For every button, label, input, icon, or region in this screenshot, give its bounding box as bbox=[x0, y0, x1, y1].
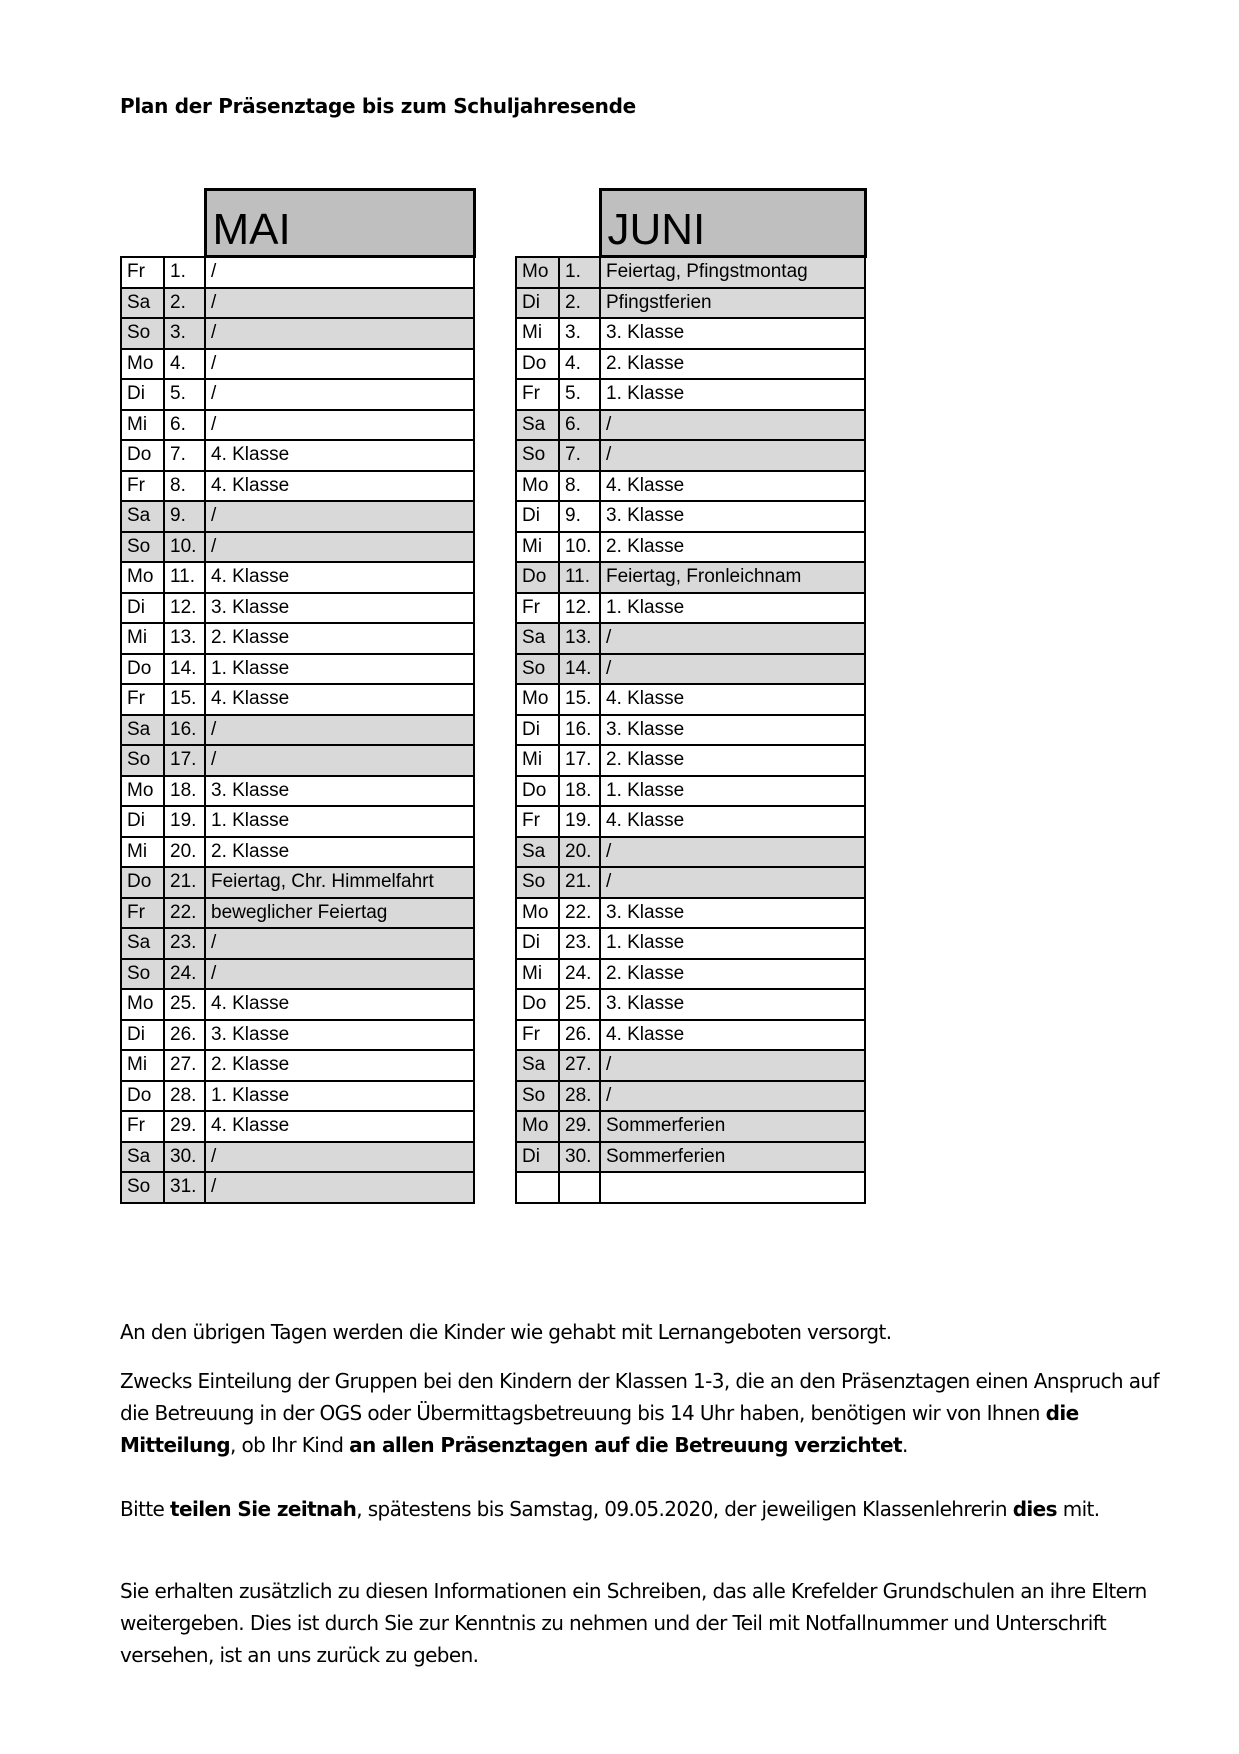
paragraph-schreiben: Sie erhalten zusätzlich zu diesen Informationen ein Schreiben, das alle Krefelder Grundschulen an ihre Eltern weitergeben. Dies ist durch Sie zur Kenntnis zu nehmen und der Teil mit Notfallnummer und Unterschrift versehen, ist an uns zurück zu geben. bbox=[120, 1579, 1147, 1667]
day-row bbox=[121, 715, 474, 746]
day-number: 17. bbox=[164, 745, 205, 776]
weekday: Fr bbox=[121, 1111, 164, 1142]
day-assignment: 4. Klasse bbox=[600, 471, 865, 502]
day-number: 26. bbox=[559, 1020, 600, 1051]
text: Zwecks Einteilung der Gruppen bei den Kindern der Klassen 1-3, die an den Präsenztagen einen Anspruch auf die Betreuung in der OGS oder Übermittagsbetreuung bis 14 Uhr haben, benötigen wir von Ihnen bbox=[120, 1369, 1159, 1425]
day-row bbox=[516, 257, 865, 288]
day-assignment: / bbox=[205, 928, 474, 959]
weekday: Di bbox=[516, 928, 559, 959]
weekday: Mo bbox=[121, 776, 164, 807]
weekday: Mo bbox=[516, 1111, 559, 1142]
day-row bbox=[121, 745, 474, 776]
weekday: Di bbox=[516, 715, 559, 746]
day-number: 22. bbox=[559, 898, 600, 929]
day-number: 5. bbox=[164, 379, 205, 410]
day-assignment: 1. Klasse bbox=[600, 593, 865, 624]
day-assignment: Feiertag, Chr. Himmelfahrt bbox=[205, 867, 474, 898]
weekday: Mo bbox=[516, 471, 559, 502]
weekday: So bbox=[516, 440, 559, 471]
day-number: 9. bbox=[559, 501, 600, 532]
day-row bbox=[121, 379, 474, 410]
weekday: Di bbox=[121, 806, 164, 837]
day-row bbox=[121, 654, 474, 685]
day-assignment: 1. Klasse bbox=[205, 654, 474, 685]
weekday: Sa bbox=[516, 837, 559, 868]
text: . bbox=[901, 1433, 908, 1457]
day-row bbox=[516, 501, 865, 532]
day-number: 21. bbox=[164, 867, 205, 898]
day-assignment: beweglicher Feiertag bbox=[205, 898, 474, 929]
weekday: Di bbox=[121, 379, 164, 410]
day-assignment: / bbox=[205, 501, 474, 532]
day-assignment: 3. Klasse bbox=[600, 898, 865, 929]
day-number: 15. bbox=[559, 684, 600, 715]
day-row bbox=[121, 1142, 474, 1173]
day-assignment: / bbox=[600, 410, 865, 441]
day-row bbox=[121, 471, 474, 502]
day-number: 18. bbox=[559, 776, 600, 807]
text: , spätestens bis Samstag, 09.05.2020, der jeweiligen Klassenlehrerin bbox=[356, 1497, 1013, 1521]
day-row bbox=[516, 1081, 865, 1112]
day-row bbox=[516, 806, 865, 837]
day-row bbox=[516, 989, 865, 1020]
day-number: 27. bbox=[559, 1050, 600, 1081]
weekday: So bbox=[121, 1172, 164, 1203]
day-row bbox=[516, 654, 865, 685]
day-assignment: 4. Klasse bbox=[205, 684, 474, 715]
day-assignment: 3. Klasse bbox=[600, 501, 865, 532]
weekday: Di bbox=[516, 1142, 559, 1173]
day-assignment: 4. Klasse bbox=[600, 684, 865, 715]
day-number: 7. bbox=[559, 440, 600, 471]
paragraph-lernangebote: An den übrigen Tagen werden die Kinder wie gehabt mit Lernangeboten versorgt. bbox=[120, 1320, 892, 1344]
weekday: Mi bbox=[516, 318, 559, 349]
weekday: Mo bbox=[121, 562, 164, 593]
day-assignment bbox=[600, 1172, 865, 1203]
day-number: 14. bbox=[559, 654, 600, 685]
day-assignment: / bbox=[205, 1142, 474, 1173]
day-row bbox=[121, 623, 474, 654]
weekday: Mi bbox=[121, 623, 164, 654]
weekday: Mo bbox=[516, 684, 559, 715]
weekday: Fr bbox=[516, 379, 559, 410]
day-number: 1. bbox=[559, 257, 600, 288]
day-assignment: 3. Klasse bbox=[205, 776, 474, 807]
weekday: Do bbox=[516, 989, 559, 1020]
weekday: Do bbox=[121, 867, 164, 898]
day-assignment: / bbox=[600, 623, 865, 654]
day-number: 20. bbox=[559, 837, 600, 868]
day-row bbox=[516, 471, 865, 502]
day-row bbox=[121, 806, 474, 837]
day-assignment: 1. Klasse bbox=[600, 776, 865, 807]
month-header-row bbox=[516, 190, 865, 257]
day-assignment: 4. Klasse bbox=[205, 440, 474, 471]
day-number: 11. bbox=[164, 562, 205, 593]
weekday: Fr bbox=[121, 257, 164, 288]
day-number: 10. bbox=[164, 532, 205, 563]
day-assignment: / bbox=[205, 1172, 474, 1203]
day-number: 12. bbox=[164, 593, 205, 624]
day-row bbox=[516, 745, 865, 776]
day-assignment: 2. Klasse bbox=[205, 837, 474, 868]
weekday: Fr bbox=[516, 1020, 559, 1051]
day-assignment: / bbox=[600, 440, 865, 471]
day-row bbox=[516, 379, 865, 410]
day-row bbox=[121, 501, 474, 532]
day-row bbox=[121, 1020, 474, 1051]
day-number: 15. bbox=[164, 684, 205, 715]
day-assignment: Pfingstferien bbox=[600, 288, 865, 319]
day-row bbox=[516, 928, 865, 959]
blank-cell bbox=[516, 190, 600, 257]
weekday: Sa bbox=[121, 1142, 164, 1173]
day-assignment: / bbox=[600, 654, 865, 685]
day-number: 10. bbox=[559, 532, 600, 563]
day-row bbox=[121, 349, 474, 380]
calendar-juni bbox=[515, 188, 867, 1204]
day-number: 6. bbox=[164, 410, 205, 441]
day-row bbox=[516, 1111, 865, 1142]
day-number: 8. bbox=[559, 471, 600, 502]
weekday: So bbox=[516, 1081, 559, 1112]
month-title: JUNI bbox=[600, 190, 865, 257]
day-row bbox=[516, 593, 865, 624]
day-number: 28. bbox=[559, 1081, 600, 1112]
day-assignment: 1. Klasse bbox=[205, 806, 474, 837]
text: Bitte bbox=[120, 1497, 171, 1521]
day-assignment: 1. Klasse bbox=[600, 379, 865, 410]
day-number: 8. bbox=[164, 471, 205, 502]
day-assignment: / bbox=[205, 532, 474, 563]
paragraph-einteilung bbox=[120, 1365, 1160, 1461]
weekday: Do bbox=[121, 440, 164, 471]
day-assignment: 2. Klasse bbox=[600, 532, 865, 563]
bold-text: teilen Sie zeitnah bbox=[170, 1497, 357, 1521]
day-number: 14. bbox=[164, 654, 205, 685]
day-row bbox=[516, 684, 865, 715]
day-row bbox=[121, 318, 474, 349]
day-number: 19. bbox=[559, 806, 600, 837]
day-row bbox=[121, 867, 474, 898]
day-number: 6. bbox=[559, 410, 600, 441]
day-assignment: 3. Klasse bbox=[600, 989, 865, 1020]
day-row bbox=[516, 776, 865, 807]
day-number: 25. bbox=[559, 989, 600, 1020]
day-assignment: 3. Klasse bbox=[205, 593, 474, 624]
weekday: Sa bbox=[121, 928, 164, 959]
day-assignment: 3. Klasse bbox=[600, 715, 865, 746]
day-assignment: 3. Klasse bbox=[205, 1020, 474, 1051]
day-assignment: 2. Klasse bbox=[205, 623, 474, 654]
blank-cell bbox=[121, 190, 205, 257]
weekday: Sa bbox=[516, 1050, 559, 1081]
day-row bbox=[516, 410, 865, 441]
day-row bbox=[516, 349, 865, 380]
day-row bbox=[121, 898, 474, 929]
weekday: Sa bbox=[121, 501, 164, 532]
day-number: 23. bbox=[559, 928, 600, 959]
day-row bbox=[121, 1050, 474, 1081]
day-row bbox=[516, 440, 865, 471]
day-row bbox=[516, 562, 865, 593]
day-assignment: / bbox=[205, 379, 474, 410]
day-assignment: 2. Klasse bbox=[600, 349, 865, 380]
day-row bbox=[121, 532, 474, 563]
day-row bbox=[121, 410, 474, 441]
weekday: Mo bbox=[516, 898, 559, 929]
day-number: 1. bbox=[164, 257, 205, 288]
day-assignment: / bbox=[205, 715, 474, 746]
day-row bbox=[121, 288, 474, 319]
day-row bbox=[516, 1050, 865, 1081]
day-row bbox=[121, 928, 474, 959]
weekday: So bbox=[516, 867, 559, 898]
day-number: 16. bbox=[164, 715, 205, 746]
day-row bbox=[516, 1172, 865, 1203]
weekday: Mi bbox=[121, 1050, 164, 1081]
bold-text: an allen Präsenztagen auf die Betreuung verzichtet bbox=[349, 1433, 902, 1457]
day-assignment: 4. Klasse bbox=[205, 989, 474, 1020]
weekday bbox=[516, 1172, 559, 1203]
weekday: Mi bbox=[516, 745, 559, 776]
weekday: So bbox=[121, 318, 164, 349]
day-assignment: 1. Klasse bbox=[205, 1081, 474, 1112]
day-number: 28. bbox=[164, 1081, 205, 1112]
day-number: 30. bbox=[164, 1142, 205, 1173]
day-number bbox=[559, 1172, 600, 1203]
weekday: Mi bbox=[121, 410, 164, 441]
day-row bbox=[516, 867, 865, 898]
weekday: Mo bbox=[516, 257, 559, 288]
day-row bbox=[516, 959, 865, 990]
day-assignment: / bbox=[600, 867, 865, 898]
day-assignment: / bbox=[205, 959, 474, 990]
day-assignment: / bbox=[600, 1081, 865, 1112]
page-title: Plan der Präsenztage bis zum Schuljahresende bbox=[120, 94, 636, 118]
day-row bbox=[121, 257, 474, 288]
day-row bbox=[516, 715, 865, 746]
day-assignment: / bbox=[205, 410, 474, 441]
weekday: Do bbox=[121, 1081, 164, 1112]
day-number: 12. bbox=[559, 593, 600, 624]
weekday: Sa bbox=[121, 288, 164, 319]
weekday: Di bbox=[121, 593, 164, 624]
bold-text: die Mitteilung bbox=[120, 1401, 1079, 1457]
day-number: 4. bbox=[559, 349, 600, 380]
weekday: Do bbox=[516, 349, 559, 380]
weekday: Di bbox=[516, 288, 559, 319]
day-number: 9. bbox=[164, 501, 205, 532]
day-row bbox=[516, 623, 865, 654]
day-assignment: / bbox=[205, 349, 474, 380]
day-number: 26. bbox=[164, 1020, 205, 1051]
day-row bbox=[121, 1111, 474, 1142]
day-number: 24. bbox=[559, 959, 600, 990]
weekday: So bbox=[121, 532, 164, 563]
day-row bbox=[516, 898, 865, 929]
text: mit. bbox=[1056, 1497, 1100, 1521]
weekday: Fr bbox=[516, 593, 559, 624]
day-number: 2. bbox=[164, 288, 205, 319]
day-number: 17. bbox=[559, 745, 600, 776]
day-number: 3. bbox=[559, 318, 600, 349]
day-assignment: / bbox=[600, 837, 865, 868]
day-number: 13. bbox=[164, 623, 205, 654]
day-row bbox=[121, 593, 474, 624]
day-assignment: Feiertag, Fronleichnam bbox=[600, 562, 865, 593]
day-assignment: / bbox=[205, 745, 474, 776]
day-number: 30. bbox=[559, 1142, 600, 1173]
day-number: 22. bbox=[164, 898, 205, 929]
day-number: 23. bbox=[164, 928, 205, 959]
day-row bbox=[121, 1172, 474, 1203]
day-number: 29. bbox=[559, 1111, 600, 1142]
day-row bbox=[121, 776, 474, 807]
month-title: MAI bbox=[205, 190, 474, 257]
day-row bbox=[121, 562, 474, 593]
day-row bbox=[121, 837, 474, 868]
weekday: Di bbox=[121, 1020, 164, 1051]
day-number: 31. bbox=[164, 1172, 205, 1203]
day-number: 20. bbox=[164, 837, 205, 868]
day-number: 7. bbox=[164, 440, 205, 471]
day-number: 27. bbox=[164, 1050, 205, 1081]
paragraph-mitteilung bbox=[120, 1493, 1160, 1525]
weekday: So bbox=[516, 654, 559, 685]
weekday: Mo bbox=[121, 349, 164, 380]
day-assignment: 4. Klasse bbox=[205, 562, 474, 593]
day-number: 25. bbox=[164, 989, 205, 1020]
weekday: Sa bbox=[516, 410, 559, 441]
weekday: Mi bbox=[516, 959, 559, 990]
weekday: Sa bbox=[121, 715, 164, 746]
weekday: Sa bbox=[516, 623, 559, 654]
day-assignment: 4. Klasse bbox=[205, 1111, 474, 1142]
weekday: So bbox=[121, 745, 164, 776]
day-assignment: Feiertag, Pfingstmontag bbox=[600, 257, 865, 288]
day-number: 19. bbox=[164, 806, 205, 837]
day-row bbox=[516, 318, 865, 349]
day-assignment: / bbox=[205, 257, 474, 288]
day-assignment: 1. Klasse bbox=[600, 928, 865, 959]
day-assignment: / bbox=[205, 318, 474, 349]
day-row bbox=[121, 684, 474, 715]
day-number: 13. bbox=[559, 623, 600, 654]
day-row bbox=[516, 532, 865, 563]
weekday: Fr bbox=[121, 471, 164, 502]
weekday: Fr bbox=[121, 684, 164, 715]
day-assignment: Sommerferien bbox=[600, 1142, 865, 1173]
calendar-mai bbox=[120, 188, 476, 1204]
day-assignment: 2. Klasse bbox=[600, 959, 865, 990]
weekday: Di bbox=[516, 501, 559, 532]
day-number: 2. bbox=[559, 288, 600, 319]
day-number: 18. bbox=[164, 776, 205, 807]
day-assignment: / bbox=[205, 288, 474, 319]
weekday: Do bbox=[516, 776, 559, 807]
weekday: Mi bbox=[121, 837, 164, 868]
weekday: Fr bbox=[121, 898, 164, 929]
day-assignment: / bbox=[600, 1050, 865, 1081]
day-assignment: Sommerferien bbox=[600, 1111, 865, 1142]
weekday: Mo bbox=[121, 989, 164, 1020]
day-row bbox=[516, 837, 865, 868]
day-row bbox=[121, 959, 474, 990]
day-row bbox=[121, 1081, 474, 1112]
weekday: Mi bbox=[516, 532, 559, 563]
weekday: So bbox=[121, 959, 164, 990]
day-row bbox=[121, 440, 474, 471]
text: , ob Ihr Kind bbox=[229, 1433, 350, 1457]
day-assignment: 2. Klasse bbox=[600, 745, 865, 776]
day-row bbox=[516, 1020, 865, 1051]
weekday: Do bbox=[516, 562, 559, 593]
day-number: 5. bbox=[559, 379, 600, 410]
day-assignment: 2. Klasse bbox=[205, 1050, 474, 1081]
day-row bbox=[516, 1142, 865, 1173]
day-number: 29. bbox=[164, 1111, 205, 1142]
day-number: 21. bbox=[559, 867, 600, 898]
day-number: 4. bbox=[164, 349, 205, 380]
day-assignment: 4. Klasse bbox=[600, 806, 865, 837]
day-number: 3. bbox=[164, 318, 205, 349]
month-header-row bbox=[121, 190, 474, 257]
day-number: 11. bbox=[559, 562, 600, 593]
day-number: 16. bbox=[559, 715, 600, 746]
day-row bbox=[516, 288, 865, 319]
day-assignment: 3. Klasse bbox=[600, 318, 865, 349]
day-assignment: 4. Klasse bbox=[205, 471, 474, 502]
weekday: Fr bbox=[516, 806, 559, 837]
bold-text: dies bbox=[1012, 1497, 1057, 1521]
day-number: 24. bbox=[164, 959, 205, 990]
day-assignment: 4. Klasse bbox=[600, 1020, 865, 1051]
weekday: Do bbox=[121, 654, 164, 685]
day-row bbox=[121, 989, 474, 1020]
